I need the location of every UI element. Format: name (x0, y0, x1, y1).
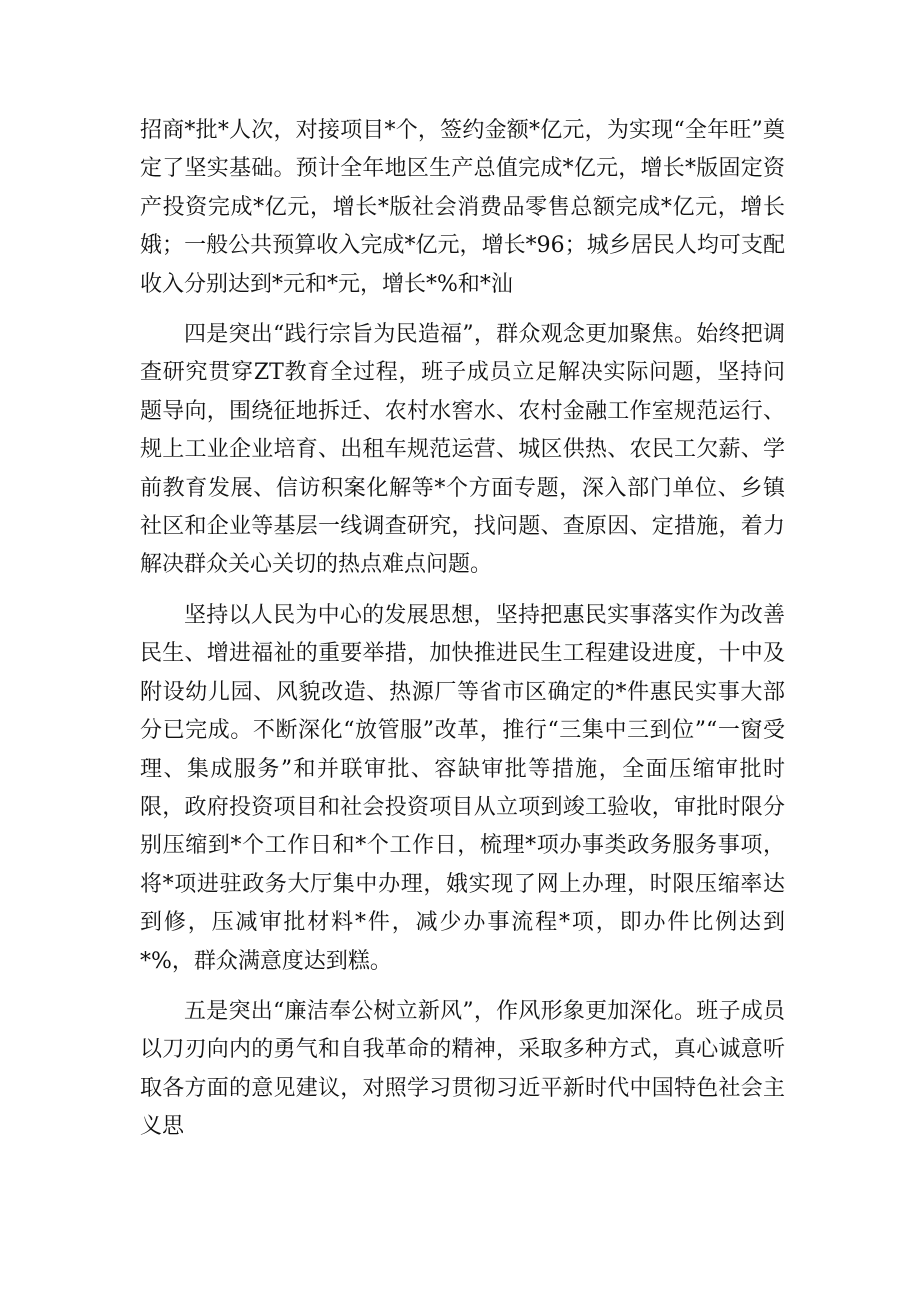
paragraph-2: 四是突出“践行宗旨为民造福”，群众观念更加聚焦。始终把调查研究贯穿ZT教育全过程，班子成员立足解决实际问题，坚持问题导向，围绕征地拆迁、农村水窖水、农村金融工作室规范运行、规上工业企业培育、出租车规范运营、城区供热、农民工欠薪、学前教育发展、信访积案化解等*个方面专题，深入部门单位、乡镇社区和企业等基层一线调查研究，找问题、查原因、定措施，着力解决群众关心关切的热点难点问题。 (140, 322, 785, 578)
paragraph-1: 招商*批*人次，对接项目*个，签约金额*亿元，为实现“全年旺”奠定了坚实基础。预计全年地区生产总值完成*亿元，增长*版固定资产投资完成*亿元，增长*版社会消费品零售总额完成*亿元，增长娥；一般公共预算收入完成*亿元，增长*96；城乡居民人均可支配收入分别达到*元和*元，增长*%和*汕 (140, 118, 785, 297)
paragraph-4: 五是突出“廉洁奉公树立新风”，作风形象更加深化。班子成员以刀刃向内的勇气和自我革命的精神，采取多种方式，真心诚意听取各方面的意见建议，对照学习贯彻习近平新时代中国特色社会主义思 (140, 998, 785, 1140)
document-page (140, 112, 785, 1147)
paragraph-3: 坚持以人民为中心的发展思想，坚持把惠民实事落实作为改善民生、增进福祉的重要举措，加快推进民生工程建设进度，十中及附设幼儿园、风貌改造、热源厂等省市区确定的*件惠民实事大部分已完成。不断深化“放管服”改革，推行“三集中三到位”“一窗受理、集成服务”和并联审批、容缺审批等措施，全面压缩审批时限，政府投资项目和社会投资项目从立项到竣工验收，审批时限分别压缩到*个工作日和*个工作日，梳理*项办事类政务服务事项，将*项进驻政务大厅集中办理，娥实现了网上办理，时限压缩率达到修，压减审批材料*件，减少办事流程*项，即办件比例达到*%，群众满意度达到糕。 (140, 602, 785, 974)
